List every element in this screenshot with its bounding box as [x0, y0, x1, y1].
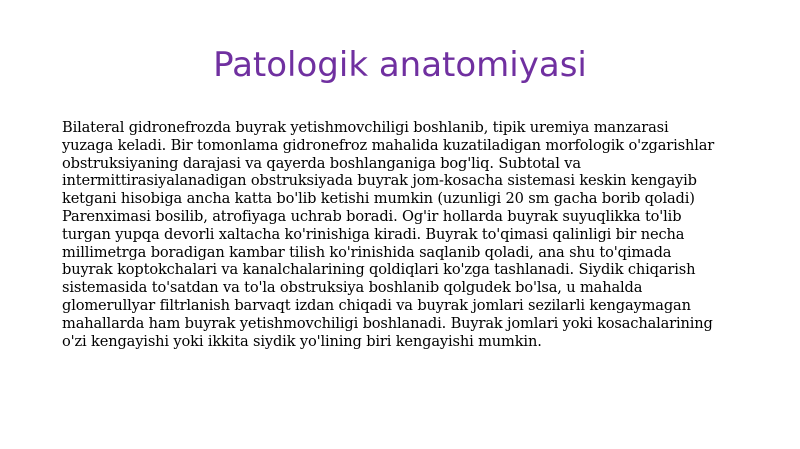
body-line: intermittirasiyalanadigan obstruksiyada buyrak jom-kosacha sistemasi keskin kengayib: [62, 172, 697, 190]
slide-title: Patologik anatomiyasi: [213, 45, 587, 85]
body-line: yuzaga keladi. Bir tomonlama gidronefroz mahalida kuzatiladigan morfologik o'zgarishlar: [62, 136, 715, 154]
body-line: millimetrga boradigan kambar tilish ko'rinishida saqlanib qoladi, ana shu to'qimada: [62, 243, 672, 261]
body-line: o'zi kengayishi yoki ikkita siydik yo'lining biri kengayishi mumkin.: [62, 332, 542, 350]
body-line: Bilateral gidronefrozda buyrak yetishmovchiligi boshlanib, tipik uremiya manzarasi: [62, 119, 669, 136]
slide-body-text: [62, 119, 752, 350]
body-line: glomerullyar filtrlanish barvaqt izdan chiqadi va buyrak jomlari sezilarli kengaymagan: [62, 296, 691, 314]
body-line: ketgani hisobiga ancha katta bo'lib ketishi mumkin (uzunligi 20 sm gacha borib qoladi): [62, 190, 695, 208]
body-line: Parenximasi bosilib, atrofiyaga uchrab boradi. Og'ir hollarda buyrak suyuqlikka to'lib: [62, 207, 682, 225]
body-line: obstruksiyaning darajasi va qayerda boshlanganiga bog'liq. Subtotal va: [62, 154, 581, 172]
body-line: sistemasida to'satdan va to'la obstruksiya boshlanib qolgudek bo'lsa, u mahalda: [62, 279, 643, 297]
body-line: mahallarda ham buyrak yetishmovchiligi boshlanadi. Buyrak jomlari yoki kosachalarining: [62, 314, 713, 332]
body-line: turgan yupqa devorli xaltacha ko'rinishiga kiradi. Buyrak to'qimasi qalinligi bir necha: [62, 225, 685, 243]
body-line: buyrak koptokchalari va kanalchalarining qoldiqlari ko'zga tashlanadi. Siydik chiqarish: [62, 261, 696, 279]
